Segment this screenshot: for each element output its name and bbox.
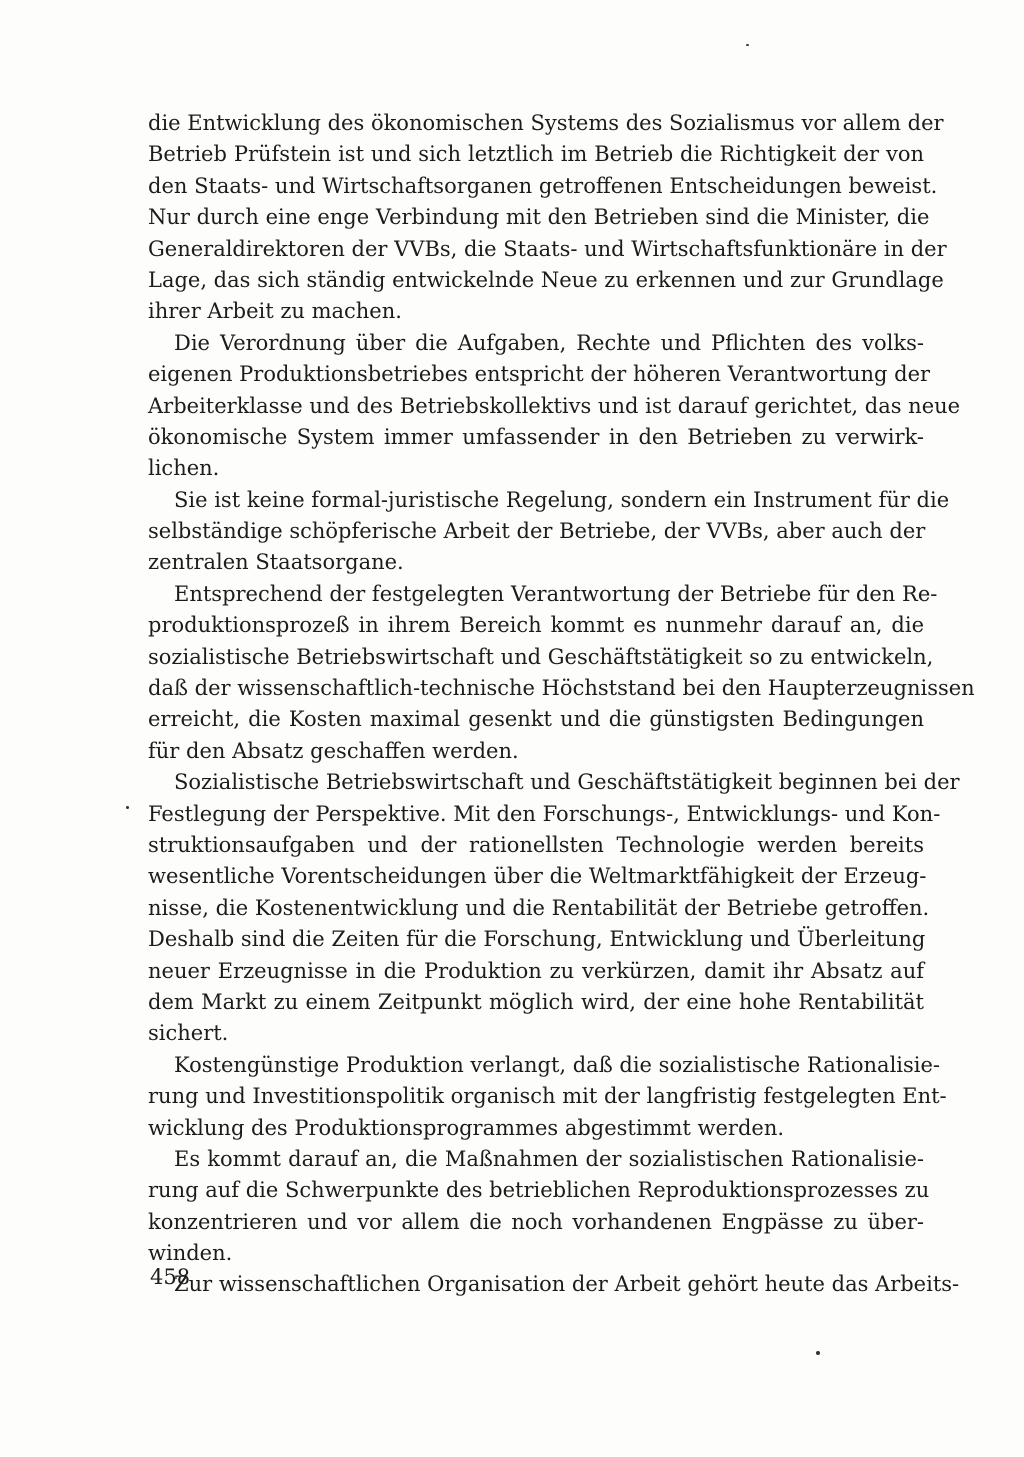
print-speck-margin	[126, 806, 129, 809]
text-line: wesentliche Vorentscheidungen über die Weltmarktfähigkeit der Erzeug-	[148, 864, 927, 889]
paragraph-3	[148, 485, 950, 579]
text-line: Sie ist keine formal-juristische Regelung, sondern ein Instrument für die	[174, 487, 950, 512]
print-speck-top	[746, 44, 749, 46]
text-line: wicklung des Produktionsprogrammes abgestimmt werden.	[148, 1115, 785, 1140]
text-line: nisse, die Kostenentwicklung und die Rentabilität der Betriebe getroffen.	[148, 895, 930, 920]
text-line: Sozialistische Betriebswirtschaft und Geschäftstätigkeit beginnen bei der	[174, 770, 960, 795]
text-line: selbständige schöpferische Arbeit der Betriebe, der VVBs, aber auch der	[148, 519, 926, 544]
text-line: struktionsaufgaben und der rationellsten Technologie werden bereits	[148, 832, 924, 857]
paragraph-5	[148, 767, 960, 1050]
text-line: Festlegung der Perspektive. Mit den Forschungs-, Entwicklungs- und Kon-	[148, 801, 941, 826]
paragraph-8	[148, 1269, 960, 1300]
text-line: sichert.	[148, 1021, 229, 1046]
text-line: dem Markt zu einem Zeitpunkt möglich wird, der eine hohe Rentabilität	[148, 989, 924, 1014]
text-line: neuer Erzeugnisse in die Produktion zu verkürzen, damit ihr Absatz auf	[148, 958, 924, 983]
text-line: Nur durch eine enge Verbindung mit den Betrieben sind die Minister, die	[148, 205, 930, 230]
paragraph-6	[148, 1050, 947, 1144]
text-line: den Staats- und Wirtschaftsorganen getroffenen Entscheidungen beweist.	[148, 173, 938, 198]
text-line: Zur wissenschaftlichen Organisation der Arbeit gehört heute das Arbeits-	[174, 1272, 960, 1297]
text-line: Die Verordnung über die Aufgaben, Rechte und Pflichten des volks-	[174, 330, 924, 355]
text-line: lichen.	[148, 456, 220, 481]
text-line: ihrer Arbeit zu machen.	[148, 299, 402, 324]
text-line: Entsprechend der festgelegten Verantwortung der Betriebe für den Re-	[174, 581, 938, 606]
paragraph-7	[148, 1144, 930, 1270]
text-line: Deshalb sind die Zeiten für die Forschung, Entwicklung und Überleitung	[148, 927, 926, 952]
text-line: Arbeiterklasse und des Betriebskollektivs und ist darauf gerichtet, das neue	[148, 393, 961, 418]
paragraph-4	[148, 579, 975, 767]
text-line: ökonomische System immer umfassender in den Betrieben zu verwirk-	[148, 424, 924, 449]
paragraph-1	[148, 108, 947, 328]
text-line: daß der wissenschaftlich-technische Höchststand bei den Haupterzeugnissen	[148, 676, 975, 701]
text-line: für den Absatz geschaffen werden.	[148, 738, 519, 763]
paragraph-2	[148, 328, 961, 485]
text-line: konzentrieren und vor allem die noch vorhandenen Engpässe zu über-	[148, 1209, 924, 1234]
text-line: zentralen Staatsorgane.	[148, 550, 404, 575]
text-line: die Entwicklung des ökonomischen Systems des Sozialismus vor allem der	[148, 111, 944, 135]
text-line: Lage, das sich ständig entwickelnde Neue zu erkennen und zur Grundlage	[148, 267, 944, 292]
text-line: sozialistische Betriebswirtschaft und Geschäftstätigkeit so zu entwickeln,	[148, 644, 934, 669]
print-speck-bottom	[816, 1351, 820, 1355]
text-line: erreicht, die Kosten maximal gesenkt und die günstigsten Bedingungen	[148, 707, 924, 732]
text-line: winden.	[148, 1241, 233, 1266]
page-number: 458	[150, 1265, 191, 1289]
text-line: Es kommt darauf an, die Maßnahmen der sozialistischen Rationalisie-	[174, 1146, 924, 1171]
text-line: eigenen Produktionsbetriebes entspricht der höheren Verantwortung der	[148, 362, 931, 387]
text-line: produktionsprozeß in ihrem Bereich kommt es nunmehr darauf an, die	[148, 613, 924, 638]
text-line: rung auf die Schwerpunkte des betrieblichen Reproduktionsprozesses zu	[148, 1178, 930, 1203]
text-line: Kostengünstige Produktion verlangt, daß die sozialistische Rationalisie-	[174, 1052, 941, 1077]
text-line: rung und Investitionspolitik organisch mit der langfristig festgelegten Ent-	[148, 1084, 947, 1109]
body-text	[148, 108, 975, 1301]
text-line: Betrieb Prüfstein ist und sich letztlich im Betrieb die Richtigkeit der von	[148, 142, 924, 167]
text-line: Generaldirektoren der VVBs, die Staats- und Wirtschaftsfunktionäre in der	[148, 236, 947, 261]
